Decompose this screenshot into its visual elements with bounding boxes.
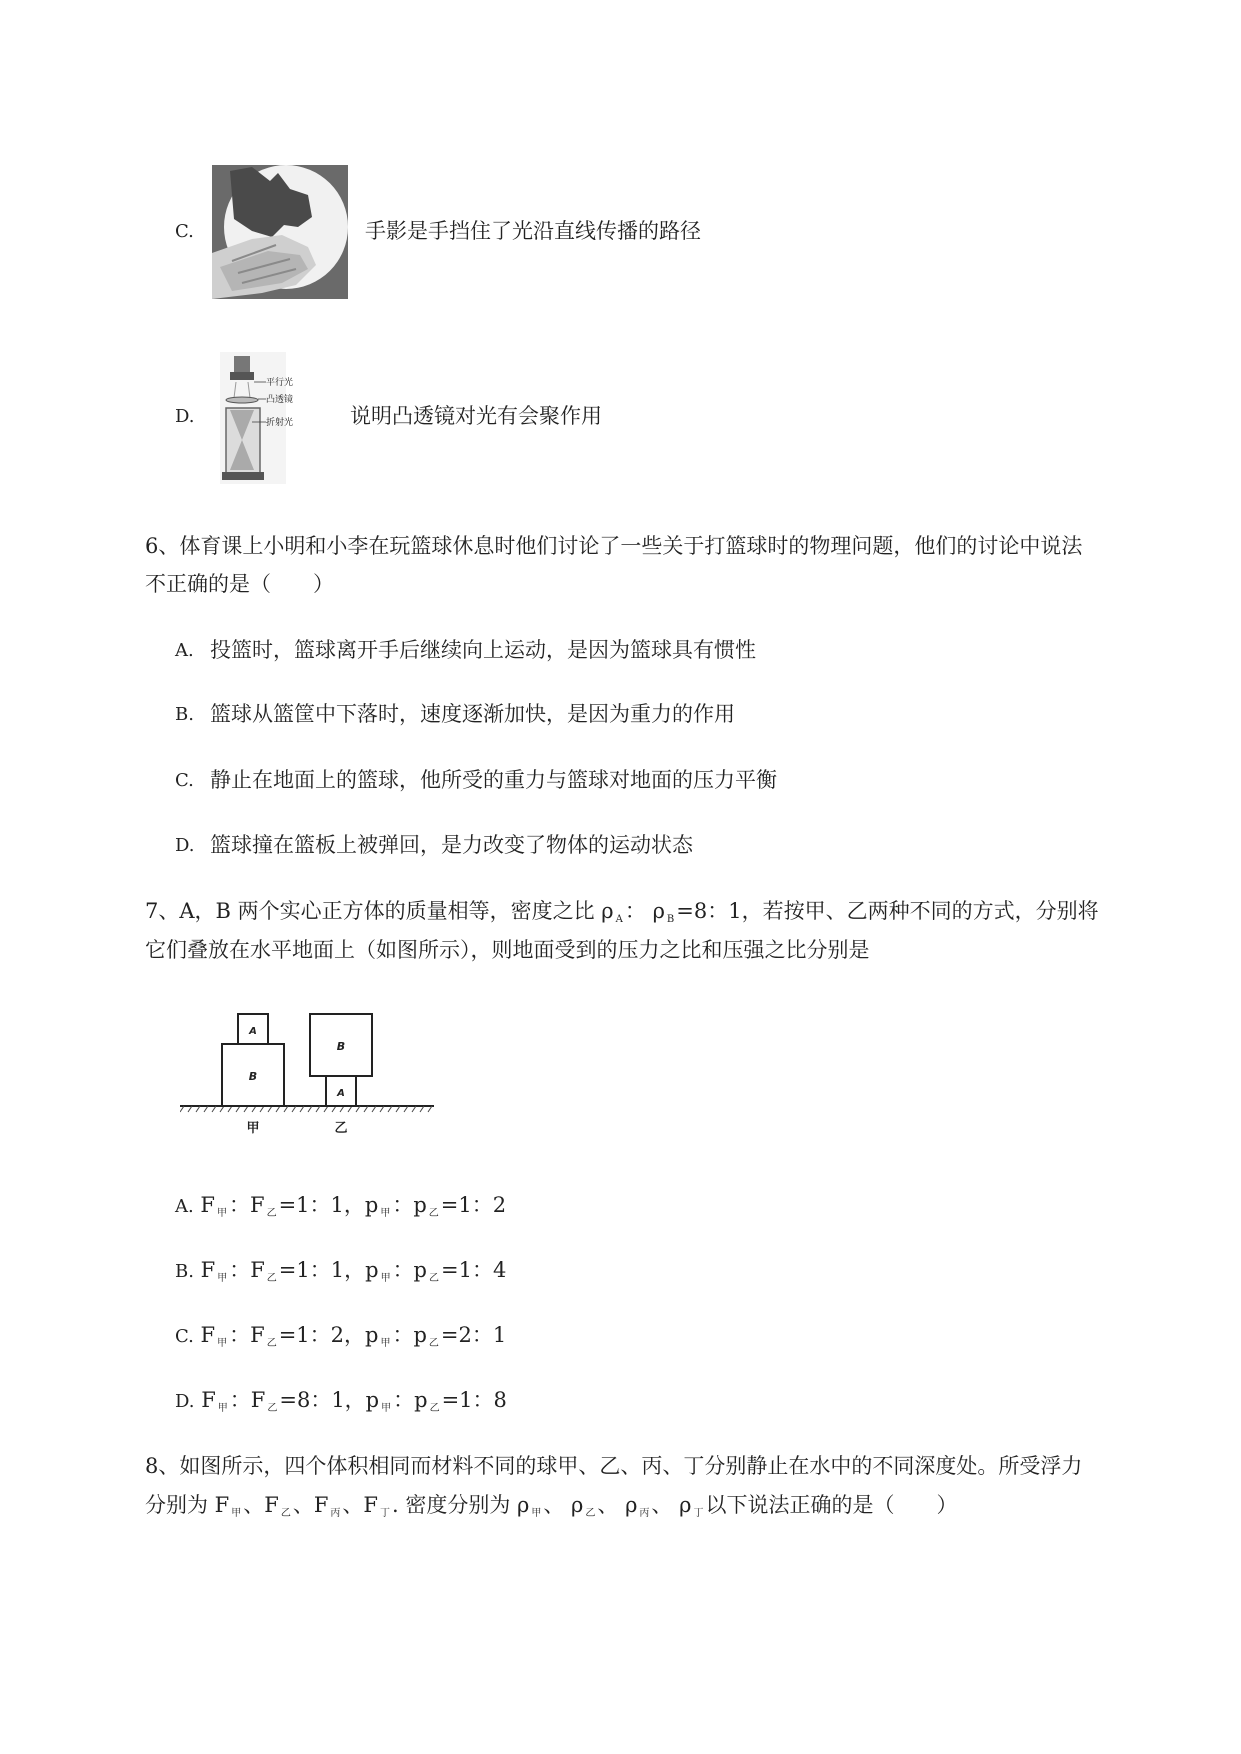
subscript-yi: 乙 [428, 1338, 439, 1349]
q6-option-a-text: 投篮时，篮球离开手后继续向上运动，是因为篮球具有惯性 [210, 638, 756, 662]
force-symbol: F [200, 1323, 216, 1347]
pressure-symbol: ：p [392, 1323, 427, 1347]
pressure-ratio: =1：2 [440, 1193, 507, 1217]
q8-text-part: 分别为 F [145, 1493, 230, 1517]
q8-text-part: 、 ρ [597, 1493, 638, 1517]
subscript-yi: 乙 [267, 1403, 278, 1414]
subscript-jia: 甲 [531, 1508, 542, 1519]
hand-shadow-image [212, 165, 348, 299]
q8-text-part: 、 ρ [651, 1493, 692, 1517]
force-symbol: F [201, 1388, 216, 1412]
subscript-yi: 乙 [428, 1208, 439, 1219]
q6-stem-line2: 不正确的是（ ） [145, 572, 334, 596]
subscript-jia: 甲 [217, 1403, 228, 1414]
q6-option-a-letter: A. [175, 640, 194, 661]
subscript-jia: 甲 [380, 1338, 391, 1349]
subscript-jia: 甲 [380, 1273, 391, 1284]
q7-option-a-letter: A. [175, 1196, 194, 1217]
subscript-yi: 乙 [280, 1508, 291, 1519]
subscript-jia: 甲 [217, 1208, 227, 1219]
q7-option-a [175, 1190, 506, 1229]
force-ratio: =1：2，p [278, 1323, 379, 1347]
subscript-bing: 丙 [330, 1508, 341, 1519]
q8-stem-line1: 8、如图所示，四个体积相同而材料不同的球甲、乙、丙、丁分别静止在水中的不同深度处。所受浮力 [145, 1454, 1083, 1478]
subscript-jia: 甲 [231, 1508, 242, 1519]
q8-text-part: 、F [342, 1493, 378, 1517]
q8-stem-line2 [145, 1490, 957, 1529]
force-ratio: =1：1，p [278, 1193, 379, 1217]
q8-text-part: 以下说法正确的是（ ） [705, 1493, 958, 1517]
option-d-text: 说明凸透镜对光有会聚作用 [350, 404, 602, 428]
subscript-jia: 甲 [381, 1403, 392, 1414]
pressure-ratio: =1：4 [441, 1258, 507, 1282]
subscript-yi: 乙 [266, 1273, 277, 1284]
force-symbol: ：F [229, 1193, 265, 1217]
force-symbol: ：F [229, 1388, 266, 1412]
q6-option-c-text: 静止在地面上的篮球，他所受的重力与篮球对地面的压力平衡 [210, 768, 777, 792]
label-refracted-light: 折射光 [266, 418, 294, 428]
label-parallel-light: 平行光 [266, 378, 294, 388]
force-symbol: F [200, 1193, 215, 1217]
q6-option-b-text: 篮球从篮筐中下落时，速度逐渐加快，是因为重力的作用 [210, 702, 735, 726]
option-d-letter: D. [175, 406, 195, 427]
q7-option-d-letter: D. [175, 1391, 195, 1412]
q7-option-c-letter: C. [175, 1326, 194, 1347]
jia-label-a: A [249, 1026, 257, 1037]
q7-stem-part3: =8：1，若按甲、乙两种不同的方式，分别将 [676, 899, 1099, 923]
subscript-jia: 甲 [217, 1273, 228, 1284]
yi-label-a: A [337, 1088, 345, 1099]
force-symbol: F [200, 1258, 216, 1282]
pressure-symbol: ：p [392, 1193, 427, 1217]
force-symbol: ：F [229, 1258, 265, 1282]
q8-text-part: 、F [292, 1493, 329, 1517]
q8-text-part: 、 ρ [543, 1493, 584, 1517]
q7-option-b-letter: B. [175, 1261, 194, 1282]
subscript-yi: 乙 [585, 1508, 596, 1519]
q7-stem-line2: 它们叠放在水平地面上（如图所示），则地面受到的压力之比和压强之比分别是 [145, 938, 870, 962]
q7-option-d [175, 1385, 507, 1424]
q7-stem-part2: ： ρ [624, 899, 665, 923]
jia-label-b: B [248, 1070, 258, 1083]
pressure-symbol: ：p [393, 1388, 428, 1412]
rho-b-subscript: B [666, 914, 675, 925]
q6-option-b-letter: B. [175, 704, 194, 725]
pressure-ratio: =1：8 [441, 1388, 507, 1412]
subscript-jia: 甲 [380, 1208, 391, 1219]
option-c-letter: C. [175, 221, 194, 242]
yi-label-b: B [336, 1040, 346, 1053]
label-convex-lens: 凸透镜 [266, 395, 294, 405]
subscript-yi: 乙 [266, 1208, 277, 1219]
q7-stem-line1 [145, 896, 1099, 935]
q6-option-c-letter: C. [175, 770, 194, 791]
q6-option-d-letter: D. [175, 835, 195, 856]
option-c-text: 手影是手挡住了光沿直线传播的路径 [365, 219, 701, 243]
force-symbol: ：F [229, 1323, 265, 1347]
subscript-bing: 丙 [639, 1508, 650, 1519]
force-ratio: =1：1，p [278, 1258, 379, 1282]
caption-yi: 乙 [334, 1121, 348, 1136]
subscript-yi: 乙 [429, 1273, 440, 1284]
subscript-ding: 丁 [379, 1508, 390, 1519]
subscript-yi: 乙 [266, 1338, 277, 1349]
force-ratio: =8：1，p [279, 1388, 380, 1412]
pressure-symbol: ：p [392, 1258, 428, 1282]
q8-text-part: . 密度分别为 ρ [391, 1493, 530, 1517]
stacked-cubes-figure [180, 1010, 434, 1136]
subscript-yi: 乙 [429, 1403, 440, 1414]
pressure-ratio: =2：1 [440, 1323, 507, 1347]
q8-text-part: 、F [243, 1493, 279, 1517]
subscript-jia: 甲 [217, 1338, 228, 1349]
caption-jia: 甲 [246, 1121, 260, 1136]
subscript-ding: 丁 [693, 1508, 704, 1519]
q6-stem-line1: 6、体育课上小明和小李在玩篮球休息时他们讨论了一些关于打篮球时的物理问题，他们的讨论中说法 [145, 534, 1083, 558]
q7-option-c [175, 1320, 506, 1359]
q7-option-b [175, 1255, 506, 1294]
q7-stem-part1: 7、A，B 两个实心正方体的质量相等，密度之比 ρ [145, 899, 614, 923]
q6-option-d-text: 篮球撞在篮板上被弹回，是力改变了物体的运动状态 [210, 833, 693, 857]
rho-a-subscript: A [615, 914, 623, 925]
convex-lens-image [212, 352, 294, 484]
